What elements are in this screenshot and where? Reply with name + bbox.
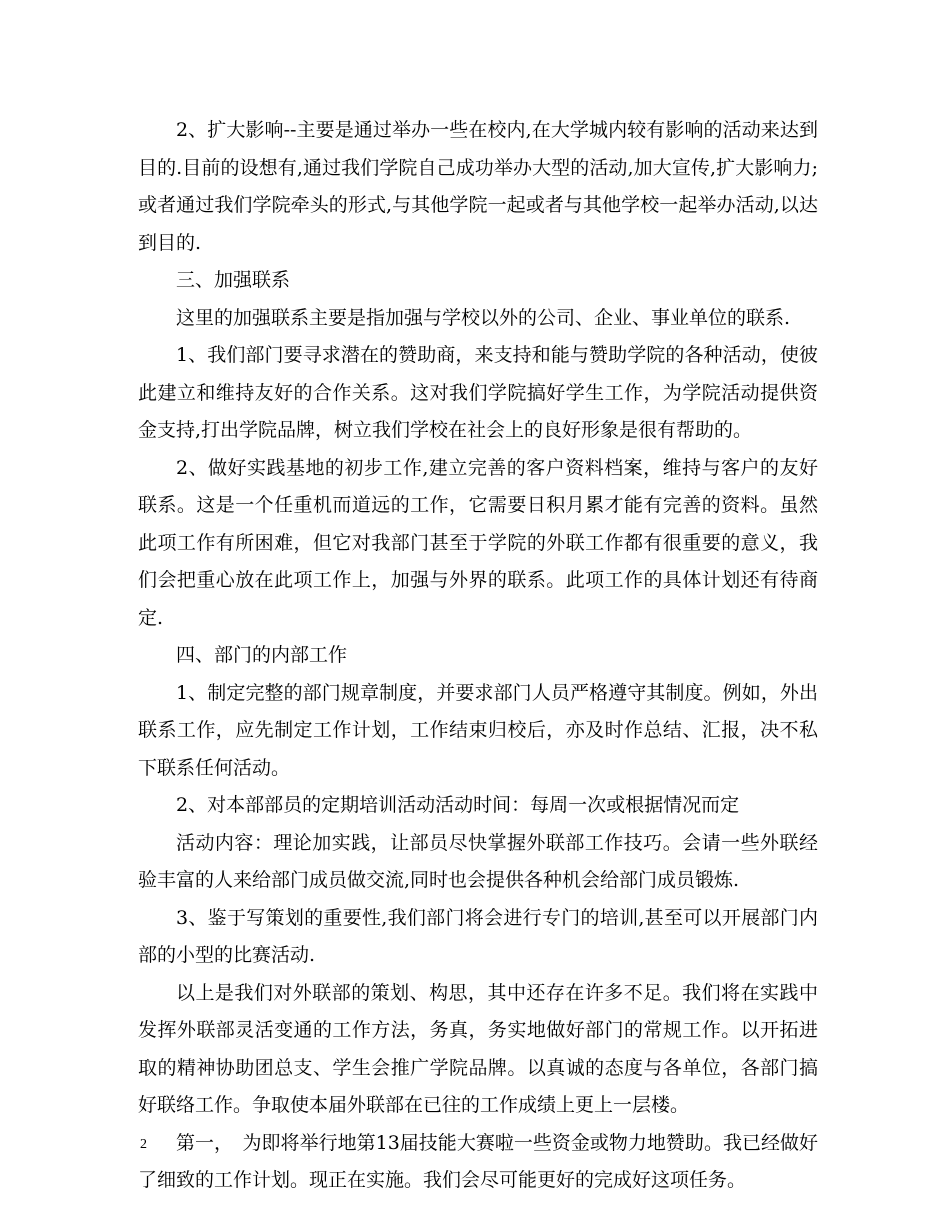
paragraph-contact-intro: 这里的加强联系主要是指加强与学校以外的公司、企业、事业单位的联系. — [176, 306, 791, 329]
paragraph-training-time: 2、对本部部员的定期培训活动活动时间：每周一次或根据情况而定 — [176, 794, 740, 816]
paragraph-summary: 以上是我们对外联部的策划、构思，其中还存在许多不足。我们将在实践中发挥外联部灵活变通的工作方法，务真，务实地做好部门的常规工作。以开拓进取的精神协助团总支、学生会推广学院品牌。以真诚的态度与各单位，各部门搞好联络工作。争取使本届外联部在已往的工作成绩上更上一层楼。 — [138, 981, 818, 1116]
heading-strengthen-contact: 三、加强联系 — [176, 269, 291, 291]
paragraph-training-content: 活动内容：理论加实践，让部员尽快掌握外联部工作技巧。会请一些外联经验丰富的人来给部门成员做交流,同时也会提供各种机会给部门成员锻炼. — [138, 831, 818, 891]
paragraph-sponsors: 1、我们部门要寻求潜在的赞助商，来支持和能与赞助学院的各种活动，使彼此建立和维持友好的合作关系。这对我们学院搞好学生工作，为学院活动提供资金支持,打出学院品牌，树立我们学校在社会上的良好形象是很有帮助的。 — [138, 344, 818, 441]
page-number: 2 — [140, 1137, 147, 1152]
paragraph-first-task: 第一， 为即将举行地第13届技能大赛啦一些资金或物力地赞助。我已经做好了细致的工作计划。现正在实施。我们会尽可能更好的完成好这项任务。 — [138, 1131, 818, 1191]
paragraph-planning-training: 3、鉴于写策划的重要性,我们部门将会进行专门的培训,甚至可以开展部门内部的小型的比赛活动. — [138, 906, 818, 966]
paragraph-expand-influence: 2、扩大影响--主要是通过举办一些在校内,在大学城内较有影响的活动来达到目的.目前的设想有,通过我们学院自己成功举办大型的活动,加大宣传,扩大影响力;或者通过我们学院牵头的形式,与其他学院一起或者与其他学校一起举办活动,以达到目的. — [138, 119, 818, 254]
paragraph-rules: 1、制定完整的部门规章制度，并要求部门人员严格遵守其制度。例如，外出联系工作，应先制定工作计划，工作结束归校后，亦及时作总结、汇报，决不私下联系任何活动。 — [138, 681, 818, 779]
document-body — [138, 112, 818, 1200]
heading-internal-work: 四、部门的内部工作 — [176, 644, 348, 666]
paragraph-practice-base: 2、做好实践基地的初步工作,建立完善的客户资料档案，维持与客户的友好联系。这是一个任重机而道远的工作，它需要日积月累才能有完善的资料。虽然此项工作有所困难，但它对我部门甚至于学院的外联工作都有很重要的意义，我们会把重心放在此项工作上，加强与外界的联系。此项工作的具体计划还有待商定. — [138, 456, 818, 629]
